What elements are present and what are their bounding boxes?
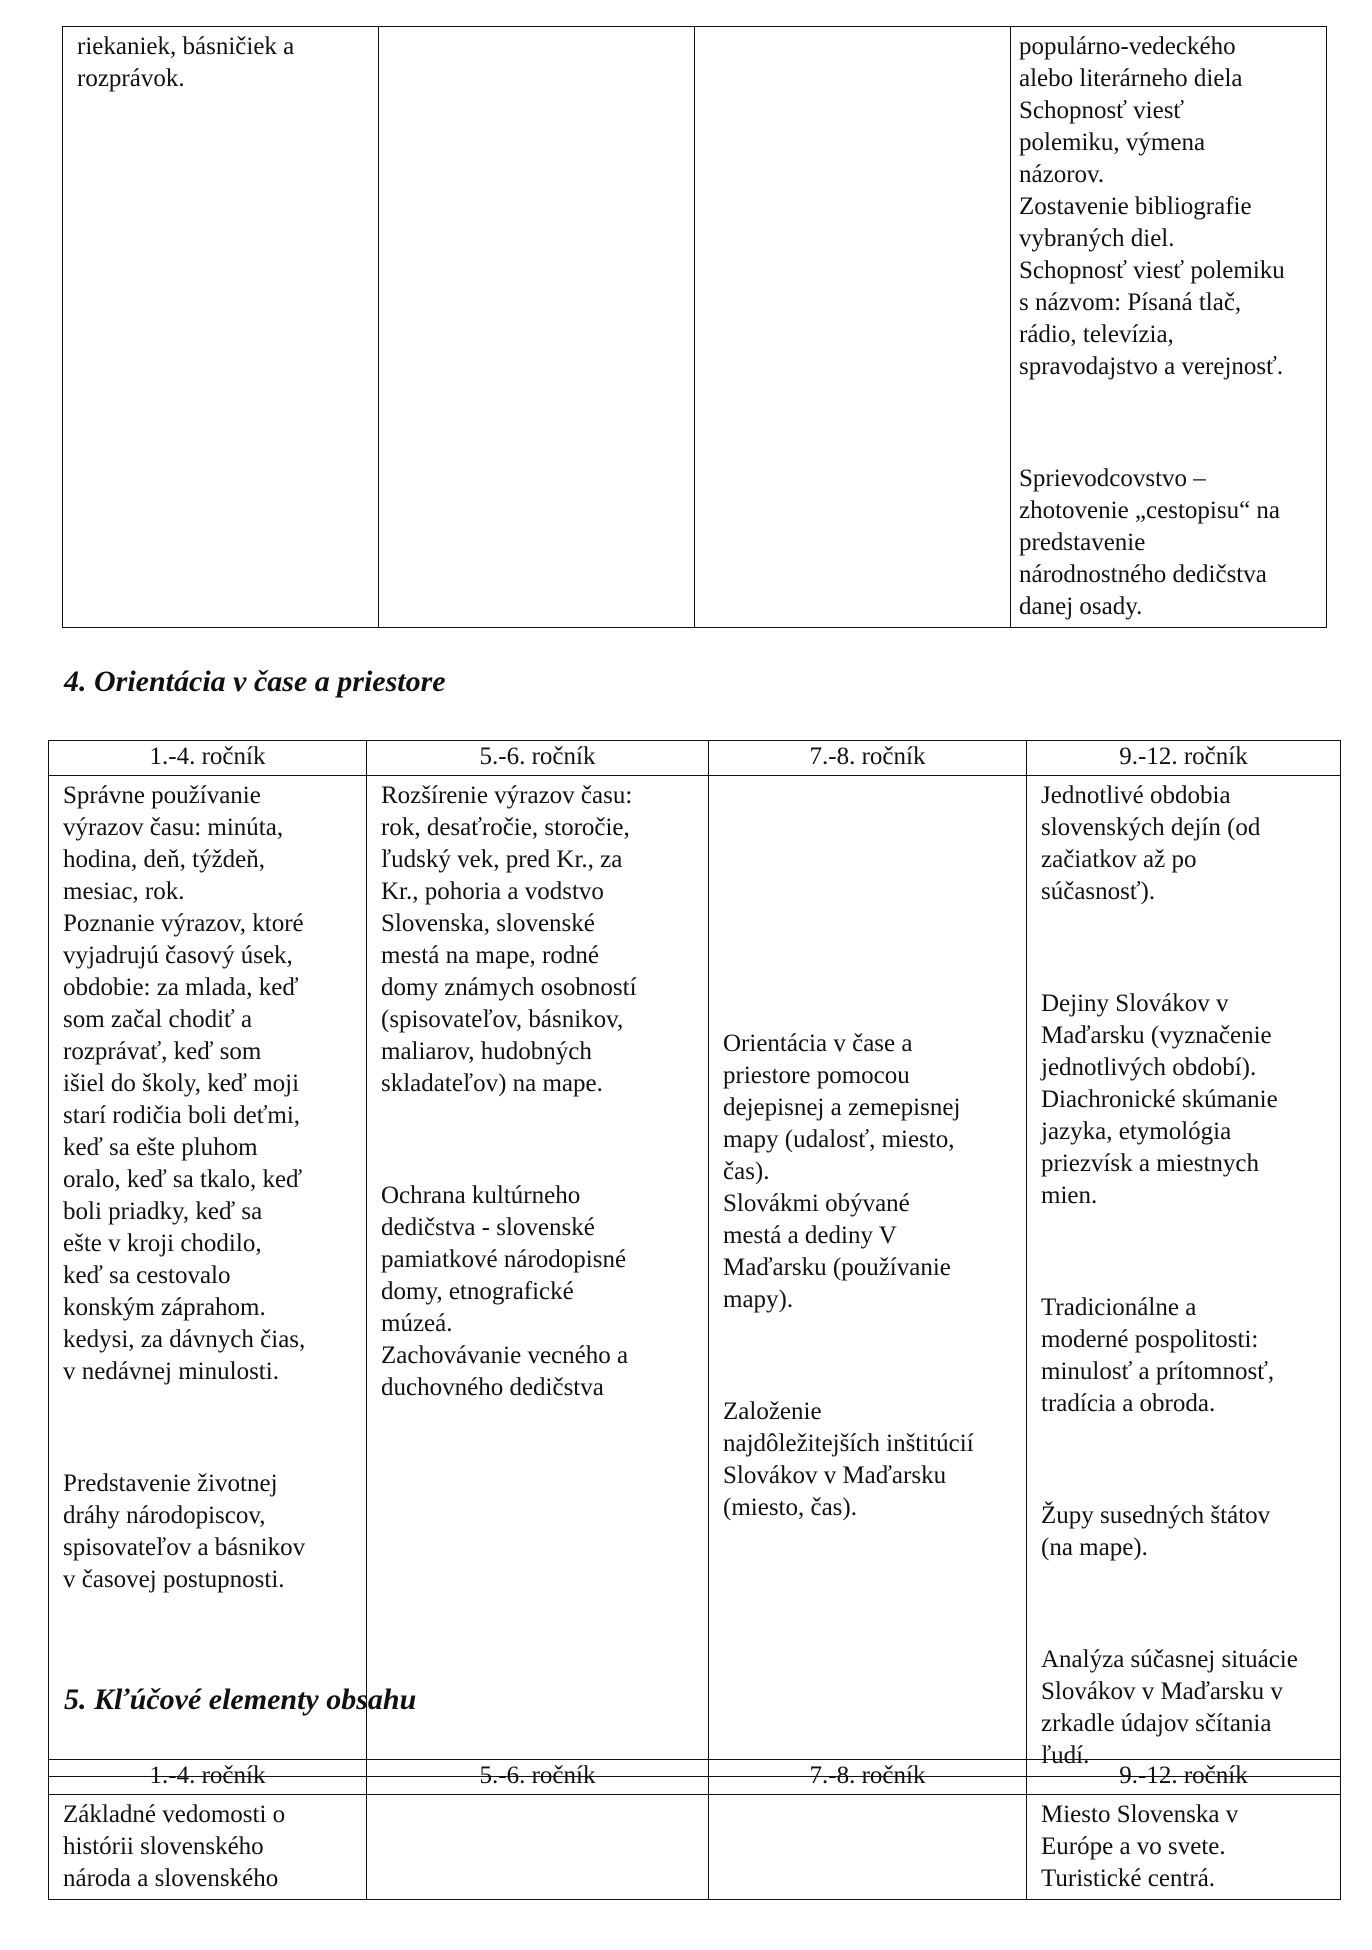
cell-paragraph: Založenie najdôležitejších inštitúcií Slovákov v Maďarsku (miesto, čas). (723, 1398, 974, 1521)
table-cell (1027, 776, 1341, 1777)
cell-paragraph: Ochrana kultúrneho dedičstva - slovenské pamiatkové národopisné domy, etnografické múzeá. (381, 1182, 627, 1337)
table-cell (367, 1795, 709, 1900)
column-header: 7.-8. ročník (709, 741, 1027, 776)
cell-paragraph: populárno-vedeckého alebo literárneho diela Schopnosť viesť polemiku, výmena názorov. (1019, 33, 1243, 188)
cell-paragraph: Orientácia v čase a priestore pomocou dejepisnej a zemepisnej mapy (udalosť, miesto, čas). (723, 1030, 961, 1185)
cell-paragraph: Sprievodcovstvo – zhotovenie „cestopisu“ na predstavenie národnostného dedičstva danej osady. (1019, 465, 1281, 620)
table-cell (379, 27, 695, 628)
cell-paragraph: Predstavenie životnej dráhy národopiscov, spisovateľov a básnikov v časovej postupnosti. (63, 1470, 306, 1593)
table-cell (367, 776, 709, 1777)
cell-paragraph: Župy susedných štátov (na mape). (1041, 1502, 1271, 1561)
cell-paragraph: Správne používanie výrazov času: minúta, hodina, deň, týždeň, mesiac, rok. (63, 782, 284, 905)
table-row (63, 27, 1327, 628)
cell-paragraph: Základné vedomosti o histórii slovenského národa a slovenského (63, 1801, 286, 1892)
paragraph-gap (723, 1341, 1016, 1371)
column-header: 7.-8. ročník (709, 1760, 1027, 1795)
paragraph-gap (1041, 933, 1330, 963)
paragraph-gap (1041, 1589, 1330, 1619)
cell-paragraph: Zachovávanie vecného a duchovného dedičstva (381, 1342, 629, 1401)
table-cell (49, 1795, 367, 1900)
cell-paragraph: riekaniek, básničiek a rozprávok. (77, 33, 295, 92)
paragraph-gap (1019, 408, 1316, 438)
table-continued (62, 26, 1327, 628)
table-header-row (49, 741, 1341, 776)
paragraph-gap (381, 1125, 698, 1155)
column-header: 5.-6. ročník (367, 1760, 709, 1795)
cell-paragraph: Tradicionálne a moderné pospolitosti: minulosť a prítomnosť, tradícia a obroda. (1041, 1294, 1275, 1417)
cell-paragraph: Zostavenie bibliografie vybraných diel. (1019, 193, 1252, 252)
table-cell (49, 776, 367, 1777)
cell-paragraph: Rozšírenie výrazov času: rok, desaťročie, storočie, ľudský vek, pred Kr., za Kr., pohoria a vodstvo Slovenska, slovenské mestá na mape, rodné domy známych osobností (spisovateľov, básnikov, maliarov, hudobných skladateľov) na mape. (381, 782, 637, 1097)
cell-paragraph: Diachronické skúmanie jazyka, etymológia priezvísk a miestnych mien. (1041, 1086, 1278, 1209)
section-heading: 4. Orientácia v čase a priestore (64, 665, 446, 698)
table-cell (63, 27, 379, 628)
table-section-4 (48, 740, 1341, 1777)
column-header: 9.-12. ročník (1027, 1760, 1341, 1795)
column-header: 1.-4. ročník (49, 1760, 367, 1795)
table-cell (695, 27, 1011, 628)
cell-paragraph: Dejiny Slovákov v Maďarsku (vyznačenie jednotlivých období). (1041, 990, 1272, 1081)
column-header: 1.-4. ročník (49, 741, 367, 776)
cell-paragraph: Slovákmi obývané mestá a dediny V Maďarsku (používanie mapy). (723, 1190, 951, 1313)
paragraph-gap (1041, 1445, 1330, 1475)
table-cell (1027, 1795, 1341, 1900)
cell-paragraph: Schopnosť viesť polemiku s názvom: Písaná tlač, rádio, televízia, spravodajstvo a verejnosť. (1019, 257, 1285, 380)
table-cell (709, 1795, 1027, 1900)
paragraph-gap (1041, 1237, 1330, 1267)
section-heading: 5. Kľúčové elementy obsahu (64, 1683, 417, 1716)
table-cell (709, 776, 1027, 1777)
column-header: 5.-6. ročník (367, 741, 709, 776)
table-header-row (49, 1760, 1341, 1795)
cell-paragraph: Miesto Slovenska v Európe a vo svete. Turistické centrá. (1041, 1801, 1239, 1892)
table-row (49, 776, 1341, 1777)
cell-paragraph: Jednotlivé obdobia slovenských dejín (od začiatkov až po súčasnosť). (1041, 782, 1261, 905)
paragraph-gap (63, 1413, 356, 1443)
cell-paragraph: Analýza súčasnej situácie Slovákov v Maďarsku v zrkadle údajov sčítania ľudí. (1041, 1646, 1298, 1769)
table-section-5 (48, 1759, 1341, 1900)
table-cell (1011, 27, 1327, 628)
table-row (49, 1795, 1341, 1900)
cell-paragraph: Poznanie výrazov, ktoré vyjadrujú časový úsek, obdobie: za mlada, keď som začal chodiť a rozprávať, keď som išiel do školy, keď moji starí rodičia boli deťmi, keď sa ešte pluhom oralo, keď sa tkalo, keď boli priadky, keď sa ešte v kroji chodilo, keď sa cestovalo konským záprahom. kedysi, za dávnych čias, v nedávnej minulosti. (63, 910, 306, 1385)
column-header: 9.-12. ročník (1027, 741, 1341, 776)
